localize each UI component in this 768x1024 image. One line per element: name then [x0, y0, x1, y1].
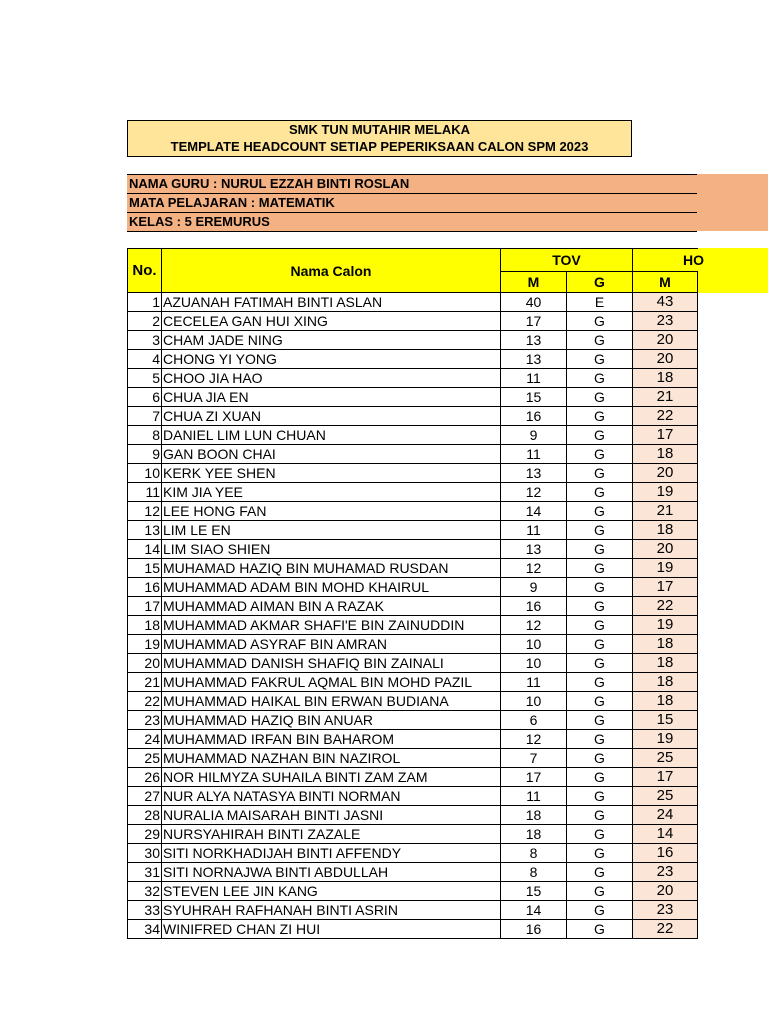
tov-grade: G	[567, 464, 633, 483]
tov-mark: 15	[501, 388, 567, 407]
tov-grade: G	[567, 635, 633, 654]
hoc-mark: 23	[633, 901, 698, 920]
row-number: 26	[128, 768, 162, 787]
tov-mark: 11	[501, 787, 567, 806]
row-number: 30	[128, 844, 162, 863]
tov-mark: 40	[501, 293, 567, 312]
tov-mark: 7	[501, 749, 567, 768]
table-row	[128, 901, 698, 920]
student-name: MUHAMMAD NAZHAN BIN NAZIROL	[162, 749, 501, 768]
row-number: 33	[128, 901, 162, 920]
table-row	[128, 350, 698, 369]
tov-mark: 11	[501, 445, 567, 464]
tov-mark: 13	[501, 464, 567, 483]
row-number: 28	[128, 806, 162, 825]
hoc-mark: 18	[633, 369, 698, 388]
tov-mark: 16	[501, 597, 567, 616]
table-row	[128, 882, 698, 901]
table-row	[128, 445, 698, 464]
tov-grade: G	[567, 540, 633, 559]
headcount-table	[127, 248, 704, 939]
row-number: 19	[128, 635, 162, 654]
school-name: SMK TUN MUTAHIR MELAKA	[127, 120, 632, 139]
table-row	[128, 559, 698, 578]
student-name: LIM LE EN	[162, 521, 501, 540]
table-row	[128, 502, 698, 521]
hoc-mark: 16	[633, 844, 698, 863]
row-number: 16	[128, 578, 162, 597]
student-name: DANIEL LIM LUN CHUAN	[162, 426, 501, 445]
table-row	[128, 673, 698, 692]
row-number: 34	[128, 920, 162, 939]
row-number: 6	[128, 388, 162, 407]
tov-grade: G	[567, 749, 633, 768]
table-row	[128, 920, 698, 939]
table-row	[128, 692, 698, 711]
table-row	[128, 787, 698, 806]
student-name: MUHAMMAD FAKRUL AQMAL BIN MOHD PAZIL	[162, 673, 501, 692]
tov-grade: G	[567, 825, 633, 844]
table-row	[128, 407, 698, 426]
row-number: 17	[128, 597, 162, 616]
header-no: No.	[128, 249, 162, 293]
row-number: 21	[128, 673, 162, 692]
table-row	[128, 825, 698, 844]
tov-mark: 12	[501, 730, 567, 749]
student-name: CHUA ZI XUAN	[162, 407, 501, 426]
tov-grade: G	[567, 692, 633, 711]
tov-grade: G	[567, 616, 633, 635]
table-row	[128, 749, 698, 768]
tov-mark: 10	[501, 654, 567, 673]
tov-mark: 16	[501, 407, 567, 426]
student-name: LEE HONG FAN	[162, 502, 501, 521]
hoc-mark: 22	[633, 920, 698, 939]
student-name: MUHAMMAD AIMAN BIN A RAZAK	[162, 597, 501, 616]
row-number: 22	[128, 692, 162, 711]
table-row	[128, 426, 698, 445]
tov-grade: G	[567, 920, 633, 939]
row-number: 3	[128, 331, 162, 350]
table-row	[128, 293, 698, 312]
row-number: 23	[128, 711, 162, 730]
hoc-mark: 23	[633, 312, 698, 331]
tov-grade: G	[567, 673, 633, 692]
tov-mark: 13	[501, 540, 567, 559]
tov-grade: G	[567, 407, 633, 426]
tov-grade: G	[567, 502, 633, 521]
table-row	[128, 616, 698, 635]
tov-grade: G	[567, 844, 633, 863]
hoc-mark: 18	[633, 635, 698, 654]
hoc-mark: 17	[633, 426, 698, 445]
student-name: NURSYAHIRAH BINTI ZAZALE	[162, 825, 501, 844]
tov-mark: 9	[501, 426, 567, 445]
table-row	[128, 806, 698, 825]
student-name: MUHAMMAD HAIKAL BIN ERWAN BUDIANA	[162, 692, 501, 711]
row-number: 15	[128, 559, 162, 578]
row-number: 12	[128, 502, 162, 521]
hoc-mark: 17	[633, 578, 698, 597]
tov-mark: 6	[501, 711, 567, 730]
hoc-mark: 22	[633, 597, 698, 616]
student-name: CHONG YI YONG	[162, 350, 501, 369]
tov-mark: 10	[501, 635, 567, 654]
tov-mark: 13	[501, 331, 567, 350]
header-tov: TOV	[501, 249, 633, 272]
hoc-mark: 19	[633, 730, 698, 749]
row-number: 27	[128, 787, 162, 806]
student-name: LIM SIAO SHIEN	[162, 540, 501, 559]
tov-mark: 17	[501, 768, 567, 787]
tov-mark: 14	[501, 901, 567, 920]
header-tov-g: G	[567, 272, 633, 293]
hoc-mark: 43	[633, 293, 698, 312]
tov-grade: G	[567, 730, 633, 749]
table-row	[128, 369, 698, 388]
table-row	[128, 597, 698, 616]
student-name: WINIFRED CHAN ZI HUI	[162, 920, 501, 939]
student-name: MUHAMMAD AKMAR SHAFI'E BIN ZAINUDDIN	[162, 616, 501, 635]
student-name: KIM JIA YEE	[162, 483, 501, 502]
student-name: SYUHRAH RAFHANAH BINTI ASRIN	[162, 901, 501, 920]
row-number: 18	[128, 616, 162, 635]
tov-grade: G	[567, 654, 633, 673]
row-number: 8	[128, 426, 162, 445]
student-name: NUR ALYA NATASYA BINTI NORMAN	[162, 787, 501, 806]
hoc-mark: 18	[633, 673, 698, 692]
student-rows	[128, 293, 698, 939]
header-hoc-m: M	[633, 272, 698, 293]
student-name: AZUANAH FATIMAH BINTI ASLAN	[162, 293, 501, 312]
row-number: 5	[128, 369, 162, 388]
student-name: NOR HILMYZA SUHAILA BINTI ZAM ZAM	[162, 768, 501, 787]
tov-mark: 18	[501, 825, 567, 844]
table-row	[128, 635, 698, 654]
tov-grade: G	[567, 388, 633, 407]
tov-grade: G	[567, 369, 633, 388]
student-name: MUHAMMAD ASYRAF BIN AMRAN	[162, 635, 501, 654]
table-row	[128, 711, 698, 730]
student-name: NURALIA MAISARAH BINTI JASNI	[162, 806, 501, 825]
hoc-mark: 14	[633, 825, 698, 844]
hoc-mark: 18	[633, 445, 698, 464]
row-number: 7	[128, 407, 162, 426]
row-number: 4	[128, 350, 162, 369]
row-number: 9	[128, 445, 162, 464]
subject-name: MATA PELAJARAN : MATEMATIK	[127, 193, 697, 212]
hoc-mark: 24	[633, 806, 698, 825]
hoc-header-extension	[697, 248, 768, 293]
tov-grade: G	[567, 787, 633, 806]
class-name: KELAS : 5 EREMURUS	[127, 212, 697, 232]
tov-mark: 14	[501, 502, 567, 521]
hoc-mark: 25	[633, 749, 698, 768]
table-row	[128, 730, 698, 749]
table-row	[128, 863, 698, 882]
tov-grade: G	[567, 331, 633, 350]
table-row	[128, 578, 698, 597]
table-row	[128, 540, 698, 559]
row-number: 10	[128, 464, 162, 483]
row-number: 1	[128, 293, 162, 312]
row-number: 31	[128, 863, 162, 882]
tov-grade: G	[567, 445, 633, 464]
student-name: MUHAMAD HAZIQ BIN MUHAMAD RUSDAN	[162, 559, 501, 578]
tov-grade: G	[567, 768, 633, 787]
tov-mark: 10	[501, 692, 567, 711]
tov-mark: 9	[501, 578, 567, 597]
tov-mark: 11	[501, 521, 567, 540]
hoc-mark: 21	[633, 388, 698, 407]
tov-mark: 8	[501, 863, 567, 882]
row-number: 32	[128, 882, 162, 901]
hoc-mark: 20	[633, 540, 698, 559]
student-name: SITI NORNAJWA BINTI ABDULLAH	[162, 863, 501, 882]
tov-mark: 16	[501, 920, 567, 939]
student-name: STEVEN LEE JIN KANG	[162, 882, 501, 901]
student-name: GAN BOON CHAI	[162, 445, 501, 464]
table-row	[128, 844, 698, 863]
table-row	[128, 464, 698, 483]
hoc-mark: 20	[633, 882, 698, 901]
hoc-mark: 15	[633, 711, 698, 730]
tov-grade: G	[567, 578, 633, 597]
teacher-name: NAMA GURU : NURUL EZZAH BINTI ROSLAN	[127, 174, 697, 193]
student-name: MUHAMMAD DANISH SHAFIQ BIN ZAINALI	[162, 654, 501, 673]
row-number: 2	[128, 312, 162, 331]
tov-mark: 12	[501, 559, 567, 578]
student-name: CECELEA GAN HUI XING	[162, 312, 501, 331]
tov-grade: G	[567, 863, 633, 882]
hoc-mark: 19	[633, 559, 698, 578]
tov-grade: G	[567, 806, 633, 825]
table-row	[128, 521, 698, 540]
tov-mark: 11	[501, 369, 567, 388]
student-name: MUHAMMAD ADAM BIN MOHD KHAIRUL	[162, 578, 501, 597]
tov-grade: G	[567, 597, 633, 616]
tov-grade: G	[567, 711, 633, 730]
tov-grade: G	[567, 882, 633, 901]
hoc-mark: 20	[633, 464, 698, 483]
hoc-mark: 18	[633, 692, 698, 711]
hoc-mark: 20	[633, 350, 698, 369]
hoc-mark: 18	[633, 654, 698, 673]
tov-grade: G	[567, 901, 633, 920]
row-number: 20	[128, 654, 162, 673]
student-name: CHOO JIA HAO	[162, 369, 501, 388]
student-name: KERK YEE SHEN	[162, 464, 501, 483]
student-name: SITI NORKHADIJAH BINTI AFFENDY	[162, 844, 501, 863]
hoc-mark: 19	[633, 483, 698, 502]
header-hoc: HO	[633, 249, 698, 272]
table-row	[128, 331, 698, 350]
tov-mark: 11	[501, 673, 567, 692]
table-row	[128, 768, 698, 787]
tov-mark: 17	[501, 312, 567, 331]
tov-mark: 12	[501, 616, 567, 635]
tov-mark: 13	[501, 350, 567, 369]
tov-grade: G	[567, 521, 633, 540]
hoc-mark: 23	[633, 863, 698, 882]
student-name: MUHAMMAD IRFAN BIN BAHAROM	[162, 730, 501, 749]
tov-mark: 12	[501, 483, 567, 502]
hoc-mark: 17	[633, 768, 698, 787]
table-row	[128, 654, 698, 673]
row-number: 13	[128, 521, 162, 540]
hoc-mark: 21	[633, 502, 698, 521]
tov-mark: 18	[501, 806, 567, 825]
tov-grade: G	[567, 483, 633, 502]
hoc-mark: 20	[633, 331, 698, 350]
row-number: 25	[128, 749, 162, 768]
header-tov-m: M	[501, 272, 567, 293]
student-name: MUHAMMAD HAZIQ BIN ANUAR	[162, 711, 501, 730]
template-title: TEMPLATE HEADCOUNT SETIAP PEPERIKSAAN CALON SPM 2023	[127, 138, 632, 157]
student-name: CHUA JIA EN	[162, 388, 501, 407]
row-number: 14	[128, 540, 162, 559]
tov-grade: E	[567, 293, 633, 312]
tov-grade: G	[567, 312, 633, 331]
tov-grade: G	[567, 426, 633, 445]
hoc-mark: 18	[633, 521, 698, 540]
table-row	[128, 312, 698, 331]
tov-mark: 15	[501, 882, 567, 901]
hoc-mark: 25	[633, 787, 698, 806]
table-row	[128, 483, 698, 502]
row-number: 11	[128, 483, 162, 502]
hoc-mark: 19	[633, 616, 698, 635]
row-number: 24	[128, 730, 162, 749]
tov-mark: 8	[501, 844, 567, 863]
tov-grade: G	[567, 559, 633, 578]
student-name: CHAM JADE NING	[162, 331, 501, 350]
row-number: 29	[128, 825, 162, 844]
table-row	[128, 388, 698, 407]
hoc-mark: 22	[633, 407, 698, 426]
tov-grade: G	[567, 350, 633, 369]
header-name: Nama Calon	[162, 249, 501, 293]
